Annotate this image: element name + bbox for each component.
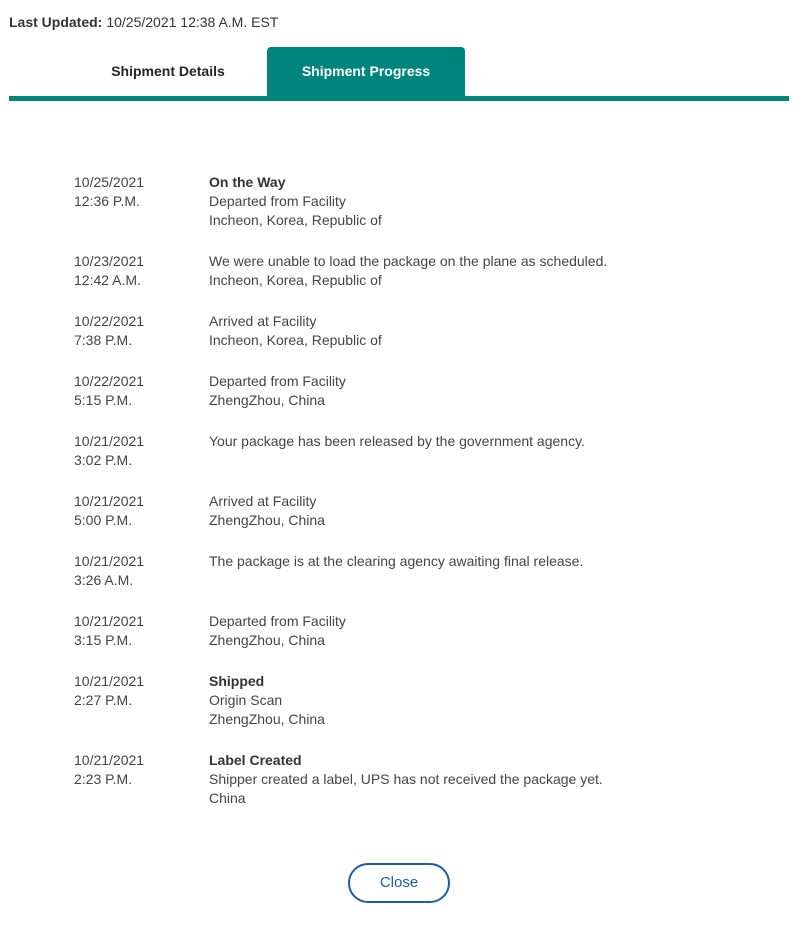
event-time: 5:00 P.M. xyxy=(74,512,133,528)
progress-list xyxy=(74,173,734,830)
last-updated-label: Last Updated: xyxy=(9,14,103,30)
event-status: On the Way xyxy=(209,174,286,190)
event-when xyxy=(74,173,209,252)
event-activity: Departed from Facility xyxy=(209,193,346,209)
event-when xyxy=(74,432,209,492)
event-when xyxy=(74,612,209,672)
event-time: 2:23 P.M. xyxy=(74,771,133,787)
progress-row xyxy=(74,252,734,312)
last-updated xyxy=(9,13,278,31)
event-details xyxy=(209,173,734,252)
event-details xyxy=(209,672,734,751)
event-status: Shipped xyxy=(209,673,265,689)
event-time: 12:42 A.M. xyxy=(74,272,141,288)
event-time: 3:26 A.M. xyxy=(74,572,134,588)
event-location: Incheon, Korea, Republic of xyxy=(209,272,382,288)
event-activity: Origin Scan xyxy=(209,692,283,708)
last-updated-value: 10/25/2021 12:38 A.M. EST xyxy=(106,14,279,30)
event-date: 10/25/2021 xyxy=(74,174,145,190)
event-when xyxy=(74,312,209,372)
event-activity: We were unable to load the package on the plane as scheduled. xyxy=(209,253,608,269)
event-time: 3:15 P.M. xyxy=(74,632,133,648)
event-date: 10/23/2021 xyxy=(74,253,145,269)
close-button[interactable]: Close xyxy=(348,863,450,903)
event-details xyxy=(209,252,734,312)
event-date: 10/22/2021 xyxy=(74,313,145,329)
event-time: 12:36 P.M. xyxy=(74,193,140,209)
tab-shipment-progress[interactable]: Shipment Progress xyxy=(267,47,465,97)
event-time: 2:27 P.M. xyxy=(74,692,133,708)
tab-underline xyxy=(9,96,789,101)
event-location: ZhengZhou, China xyxy=(209,632,325,648)
event-details xyxy=(209,492,734,552)
event-activity: Arrived at Facility xyxy=(209,493,317,509)
event-time: 7:38 P.M. xyxy=(74,332,133,348)
event-status: Label Created xyxy=(209,752,302,768)
progress-row xyxy=(74,552,734,612)
event-date: 10/21/2021 xyxy=(74,493,145,509)
event-activity: Departed from Facility xyxy=(209,373,346,389)
event-when xyxy=(74,252,209,312)
progress-row xyxy=(74,751,734,830)
event-details xyxy=(209,372,734,432)
event-activity: Your package has been released by the government agency. xyxy=(209,433,585,449)
event-location: Incheon, Korea, Republic of xyxy=(209,332,382,348)
progress-row xyxy=(74,672,734,751)
event-when xyxy=(74,751,209,830)
event-activity: The package is at the clearing agency awaiting final release. xyxy=(209,553,584,569)
event-date: 10/21/2021 xyxy=(74,613,145,629)
event-details xyxy=(209,432,734,492)
event-when xyxy=(74,372,209,432)
event-when xyxy=(74,492,209,552)
event-activity: Shipper created a label, UPS has not received the package yet. xyxy=(209,771,603,787)
tab-shipment-details[interactable]: Shipment Details xyxy=(111,63,225,79)
event-date: 10/22/2021 xyxy=(74,373,145,389)
progress-row xyxy=(74,612,734,672)
event-location: China xyxy=(209,790,246,806)
event-details xyxy=(209,312,734,372)
event-location: Incheon, Korea, Republic of xyxy=(209,212,382,228)
event-details xyxy=(209,751,734,830)
event-location: ZhengZhou, China xyxy=(209,711,325,727)
event-time: 3:02 P.M. xyxy=(74,452,133,468)
event-when xyxy=(74,552,209,612)
progress-row xyxy=(74,173,734,252)
event-date: 10/21/2021 xyxy=(74,752,145,768)
event-date: 10/21/2021 xyxy=(74,553,145,569)
progress-row xyxy=(74,432,734,492)
progress-row xyxy=(74,312,734,372)
progress-row xyxy=(74,372,734,432)
event-activity: Arrived at Facility xyxy=(209,313,317,329)
progress-row xyxy=(74,492,734,552)
event-location: ZhengZhou, China xyxy=(209,392,325,408)
event-details xyxy=(209,552,734,612)
event-activity: Departed from Facility xyxy=(209,613,346,629)
event-date: 10/21/2021 xyxy=(74,433,145,449)
event-when xyxy=(74,672,209,751)
event-location: ZhengZhou, China xyxy=(209,512,325,528)
tab-bar xyxy=(9,47,789,97)
event-date: 10/21/2021 xyxy=(74,673,145,689)
event-details xyxy=(209,612,734,672)
event-time: 5:15 P.M. xyxy=(74,392,133,408)
